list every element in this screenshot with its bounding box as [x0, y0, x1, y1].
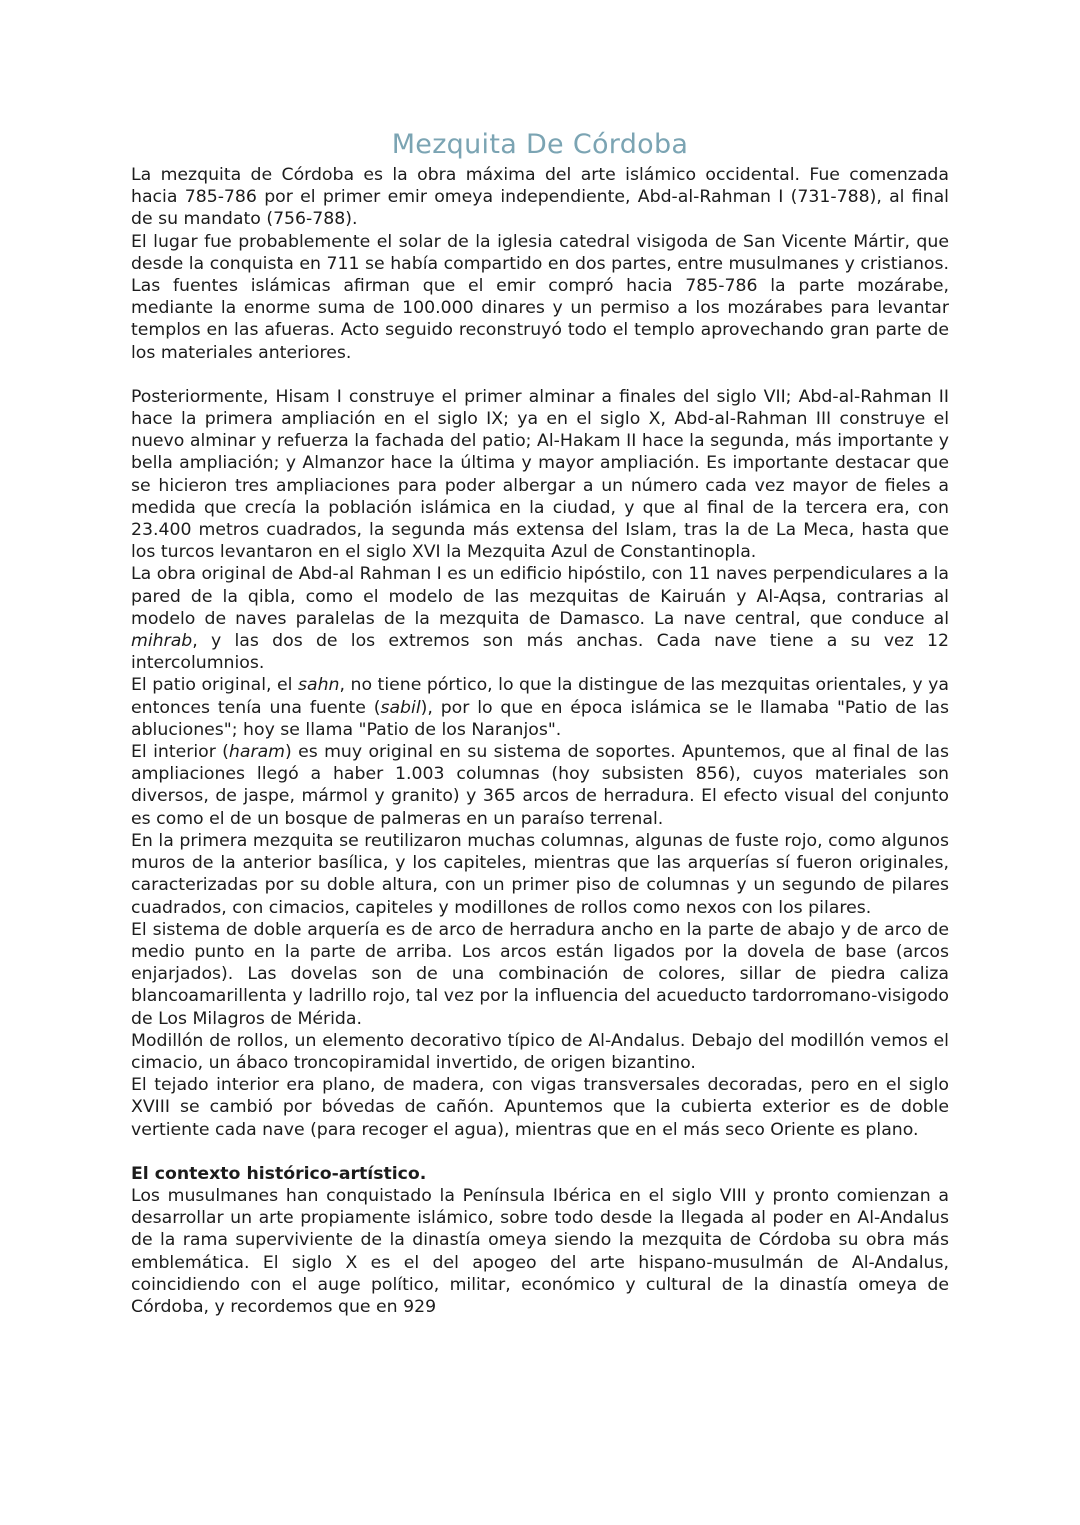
emphasis-sabil: sabil	[380, 697, 421, 718]
paragraph-expansions: Posteriormente, Hisam I construye el primer alminar a finales del siglo VII; Abd-al-Rahman II hace la primera ampliación en el siglo IX; ya en el siglo X, Abd-al-Rahman III construye el nuevo alminar y refuerza la fachada del patio; Al-Hakam II hace la segunda, más importante y bella ampliación; y Almanzor hace la última y mayor ampliación. Es importante destacar que se hicieron tres ampliaciones para poder albergar a un número cada vez mayor de fieles a medida que crecía la población islámica en la ciudad, y que al final de la tercera era, con 23.400 metros cuadrados, la segunda más extensa del Islam, tras la de La Meca, hasta que los turcos levantaron en el siglo XVI la Mezquita Azul de Constantinopla.	[131, 386, 949, 563]
paragraph-site: El lugar fue probablemente el solar de la iglesia catedral visigoda de San Vicente Mártir, que desde la conquista en 711 se había compartido en dos partes, entre musulmanes y cristianos. Las fuentes islámicas afirman que el emir compró hacia 785-786 la parte mozárabe, mediante la enorme suma de 100.000 dinares y un permiso a los mozárabes para levantar templos en las afueras. Acto seguido reconstruyó todo el templo aprovechando gran parte de los materiales anteriores.	[131, 231, 949, 363]
emphasis-mihrab: mihrab	[131, 631, 193, 652]
text-run: El interior (	[131, 742, 229, 763]
paragraph-gap	[131, 1141, 949, 1163]
text-run: El patio original, el	[131, 675, 298, 696]
paragraph-original-work	[131, 563, 949, 674]
emphasis-sahn: sahn	[298, 675, 340, 696]
section-heading: El contexto histórico-artístico.	[131, 1163, 427, 1184]
text-run: La obra original de Abd-al Rahman I es un edificio hipóstilo, con 11 naves perpendiculares a la pared de la qibla, como el modelo de las mezquitas de Kairuán y Al-Aqsa, contrarias al modelo de naves paralelas de la mezquita de Damasco. La nave central, que conduce al	[131, 564, 949, 629]
paragraph-intro: La mezquita de Córdoba es la obra máxima del arte islámico occidental. Fue comenzada hacia 785-786 por el primer emir omeya independiente, Abd-al-Rahman I (731-788), al final de su mandato (756-788).	[131, 165, 949, 230]
paragraph-columns: En la primera mezquita se reutilizaron muchas columnas, algunas de fuste rojo, como algunos muros de la anterior basílica, y los capiteles, mientras que las arquerías sí fueron originales, caracterizadas por su doble altura, con un primer piso de columnas y un segundo de pilares cuadrados, con cimacios, capiteles y modillones de rollos como nexos con los pilares.	[131, 830, 949, 918]
paragraph-modillon: Modillón de rollos, un elemento decorativo típico de Al-Andalus. Debajo del modillón vemos el cimacio, un ábaco troncopiramidal invertido, de origen bizantino.	[131, 1030, 949, 1073]
document-page	[131, 126, 949, 1318]
paragraph-gap	[131, 364, 949, 386]
text-run: ), por lo que en época islámica se le llamaba "Patio de las abluciones"; hoy se llama "Patio de los Naranjos".	[131, 697, 950, 740]
paragraph-context: Los musulmanes han conquistado la Península Ibérica en el siglo VIII y pronto comienzan a desarrollar un arte propiamente islámico, sobre todo desde la llegada al poder en Al-Andalus de la rama superviviente de la dinastía omeya siendo la mezquita de Córdoba su obra más emblemática. El siglo X es el del apogeo del arte hispano-musulmán de Al-Andalus, coincidiendo con el auge político, militar, económico y cultural de la dinastía omeya de Córdoba, y recordemos que en 929	[131, 1185, 949, 1317]
paragraph-courtyard	[131, 674, 949, 741]
text-run: ) es muy original en su sistema de soportes. Apuntemos, que al final de las ampliaciones llegó a haber 1.003 columnas (hoy subsisten 856), cuyos materiales son diversos, de jaspe, mármol y granito) y 365 arcos de herradura. El efecto visual del conjunto es como el de un bosque de palmeras en un paraíso terrenal.	[131, 742, 949, 829]
text-run: , no tiene pórtico, lo que la distingue de las mezquitas orientales, y ya entonces tenía una fuente (	[131, 675, 949, 718]
document-title: Mezquita De Córdoba	[391, 129, 689, 160]
paragraph-roof: El tejado interior era plano, de madera, con vigas transversales decoradas, pero en el siglo XVIII se cambió por bóvedas de cañón. Apuntemos que la cubierta exterior es de doble vertiente cada nave (para recoger el agua), mientras que en el más seco Oriente es plano.	[131, 1075, 949, 1140]
paragraph-interior	[131, 741, 949, 830]
emphasis-haram: haram	[228, 742, 285, 763]
text-run: , y las dos de los extremos son más anchas. Cada nave tiene a su vez 12 intercolumnios.	[131, 631, 949, 674]
paragraph-arcades: El sistema de doble arquería es de arco de herradura ancho en la parte de abajo y de arco de medio punto en la parte de arriba. Los arcos están ligados por la dovela de base (arcos enjarjados). Las dovelas son de una combinación de colores, sillar de piedra caliza blancoamarillenta y ladrillo rojo, tal vez por la influencia del acueducto tardorromano-visigodo de Los Milagros de Mérida.	[131, 919, 949, 1029]
